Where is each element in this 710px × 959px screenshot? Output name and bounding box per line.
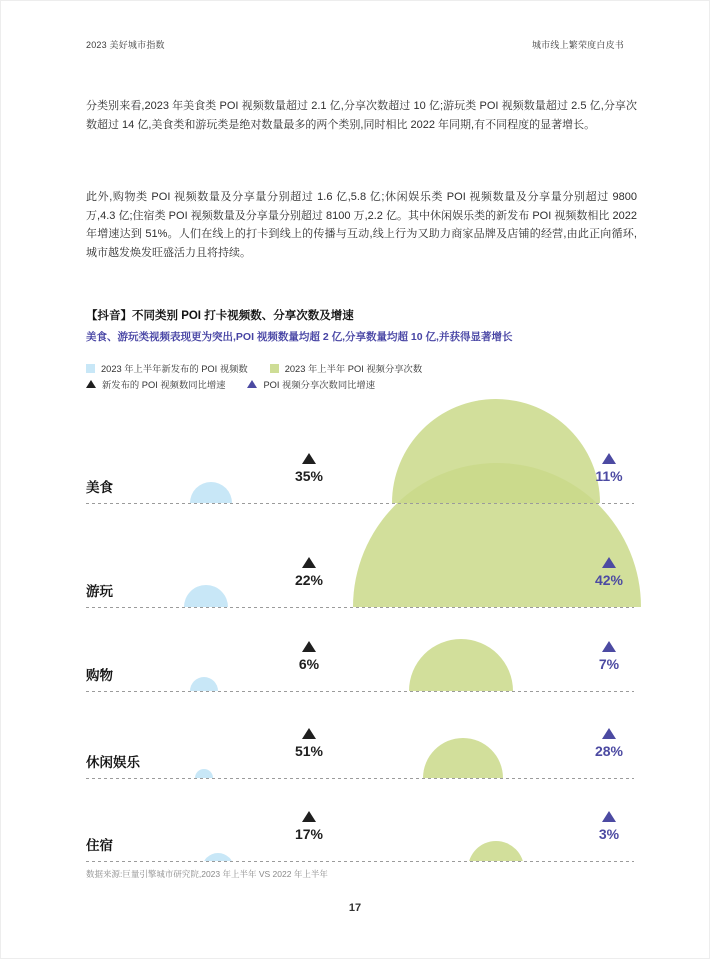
legend-item-shares <box>270 361 422 375</box>
up-triangle-icon <box>602 557 616 568</box>
up-triangle-icon <box>302 728 316 739</box>
growth-value: 3% <box>598 826 620 842</box>
share-growth-annotation <box>569 453 649 484</box>
legend-item-video-growth <box>86 377 225 391</box>
share-growth-annotation <box>569 557 649 588</box>
growth-value: 7% <box>598 656 620 672</box>
video-bubble-leisure <box>195 769 213 778</box>
row-baseline <box>86 778 634 779</box>
purple-triangle-icon <box>247 380 257 388</box>
legend-label: 新发布的 POI 视频数同比增速 <box>102 380 226 390</box>
video-growth-annotation <box>269 453 349 484</box>
video-growth-annotation <box>269 728 349 759</box>
video-bubble-travel <box>184 585 228 607</box>
clipped-circle <box>468 841 524 861</box>
share-bubble-leisure <box>423 738 503 778</box>
legend-label: 2023 年上半年新发布的 POI 视频数 <box>101 364 248 374</box>
body-paragraph-2: 此外,购物类 POI 视频数量及分享量分别超过 1.6 亿,5.8 亿;休闲娱乐类 POI 视频数量及分享量分别超过 9800 万,4.3 亿;住宿类 POI 视频数量及分享量分别超过 8100 万,2.2 亿。其中休闲娱乐类的新发布 POI 视频数相比 2022 年增速达到 51%。人们在线上的打卡到线上的传播与互动,线上行为又助力商家品牌及店铺的经营,由此正向循环,城市越发焕发旺盛活力且将持续。 <box>86 191 637 259</box>
page-number: 17 <box>348 902 362 914</box>
category-label-leisure: 休闲娱乐 <box>86 755 140 770</box>
share-growth-annotation <box>569 641 649 672</box>
video-bubble-food <box>190 482 232 503</box>
blue-square-icon <box>86 364 95 373</box>
category-label-food: 美食 <box>86 480 113 495</box>
growth-value: 6% <box>298 656 320 672</box>
growth-value: 51% <box>294 743 324 759</box>
up-triangle-icon <box>302 557 316 568</box>
up-triangle-icon <box>602 453 616 464</box>
up-triangle-icon <box>302 453 316 464</box>
legend-row-2 <box>86 377 375 391</box>
category-label-shopping: 购物 <box>86 668 113 683</box>
green-square-icon <box>270 364 279 373</box>
video-growth-annotation <box>269 811 349 842</box>
video-growth-annotation <box>269 557 349 588</box>
video-bubble-shopping <box>190 677 218 691</box>
header-left-title: 2023 美好城市指数 <box>86 40 165 50</box>
clipped-circle <box>202 853 234 861</box>
row-baseline <box>86 503 634 504</box>
bubble-chart <box>86 397 634 862</box>
category-label-travel: 游玩 <box>86 584 113 599</box>
share-bubble-lodging <box>468 841 524 861</box>
figure-title: 【抖音】不同类别 POI 打卡视频数、分享次数及增速 <box>86 310 354 322</box>
data-source-note: 数据来源:巨量引擎城市研究院,2023 年上半年 VS 2022 年上半年 <box>86 869 328 879</box>
row-baseline <box>86 691 634 692</box>
up-triangle-icon <box>602 811 616 822</box>
up-triangle-icon <box>302 641 316 652</box>
growth-value: 22% <box>294 572 324 588</box>
legend-item-share-growth <box>247 377 375 391</box>
up-triangle-icon <box>602 728 616 739</box>
legend-item-new-videos <box>86 361 248 375</box>
body-paragraph-1: 分类别来看,2023 年美食类 POI 视频数量超过 2.1 亿,分享次数超过 10 亿;游玩类 POI 视频数量超过 2.5 亿,分享次数超过 14 亿,美食类和游玩类是绝对数量最多的两个类别,同时相比 2022 年同期,有不同程度的显著增长。 <box>86 100 637 131</box>
black-triangle-icon <box>86 380 96 388</box>
growth-value: 28% <box>594 743 624 759</box>
growth-value: 17% <box>294 826 324 842</box>
up-triangle-icon <box>602 641 616 652</box>
header-right-title: 城市线上繁荣度白皮书 <box>531 40 624 50</box>
growth-value: 11% <box>595 468 623 484</box>
up-triangle-icon <box>302 811 316 822</box>
legend-label: 2023 年上半年 POI 视频分享次数 <box>284 364 423 374</box>
figure-subtitle: 美食、游玩类视频表现更为突出,POI 视频数量均超 2 亿,分享数量均超 10 亿,并获得显著增长 <box>86 331 513 343</box>
share-bubble-shopping <box>409 639 513 691</box>
share-growth-annotation <box>569 811 649 842</box>
video-bubble-lodging <box>202 853 234 861</box>
video-growth-annotation <box>269 641 349 672</box>
row-baseline <box>86 861 634 862</box>
growth-value: 42% <box>594 572 624 588</box>
legend-label: POI 视频分享次数同比增速 <box>263 380 376 390</box>
page-header <box>86 38 624 51</box>
growth-value: 35% <box>294 468 324 484</box>
category-label-lodging: 住宿 <box>86 838 113 853</box>
legend-row-1 <box>86 361 422 375</box>
share-growth-annotation <box>569 728 649 759</box>
row-baseline <box>86 607 634 608</box>
